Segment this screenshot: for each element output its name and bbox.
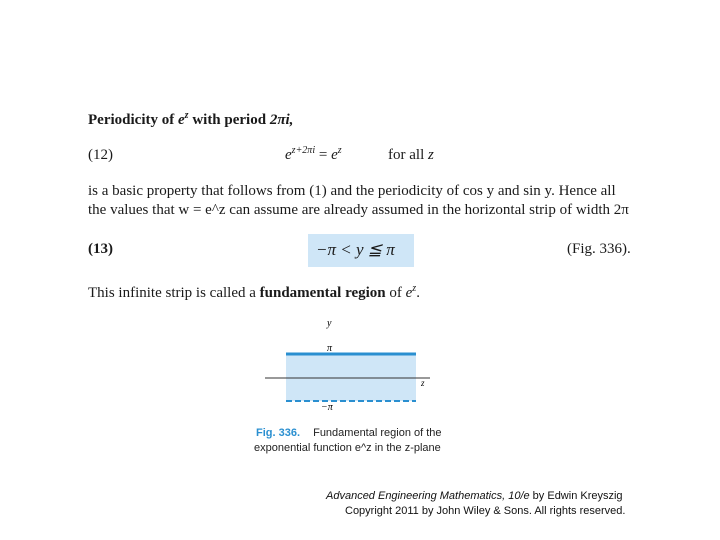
equation-12-number: (12) bbox=[88, 147, 113, 163]
section-heading: Periodicity of $e^z$ with period 2πi, bbox=[88, 110, 294, 128]
equation-12-condition: for all z bbox=[388, 147, 434, 163]
equation-13: −π < y ≦ π bbox=[316, 240, 395, 259]
pi-label: π bbox=[327, 343, 333, 354]
neg-pi-label: −π bbox=[321, 402, 333, 413]
figure-number: Fig. 336. bbox=[256, 427, 301, 439]
paragraph-line-1: is a basic property that follows from (1) and the periodicity of cos y and sin y. Hence all bbox=[88, 183, 616, 199]
figure-caption-line-1: Fig. 336. Fundamental region of the bbox=[256, 427, 442, 439]
fundamental-region-figure bbox=[255, 310, 455, 420]
copyright-notice: Copyright 2011 by John Wiley & Sons. All rights reserved. bbox=[345, 505, 626, 517]
figure-caption-line-2: exponential function e^z in the z-plane bbox=[254, 442, 441, 454]
figure-reference: (Fig. 336). bbox=[567, 241, 631, 257]
equation-12: $e^{z+2\pi i} = e^z$ bbox=[285, 145, 342, 163]
paragraph-line-2: the values that w = e^z can assume are already assumed in the horizontal strip of width 2π bbox=[88, 202, 629, 218]
z-plane-label: z bbox=[421, 378, 425, 388]
y-axis-label: y bbox=[327, 318, 332, 329]
fundamental-region-sentence: This infinite strip is called a fundamental region of $e^z$. bbox=[88, 283, 420, 301]
equation-13-number: (13) bbox=[88, 241, 113, 257]
book-credit: Advanced Engineering Mathematics, 10/e by Edwin Kreyszig bbox=[326, 490, 623, 502]
